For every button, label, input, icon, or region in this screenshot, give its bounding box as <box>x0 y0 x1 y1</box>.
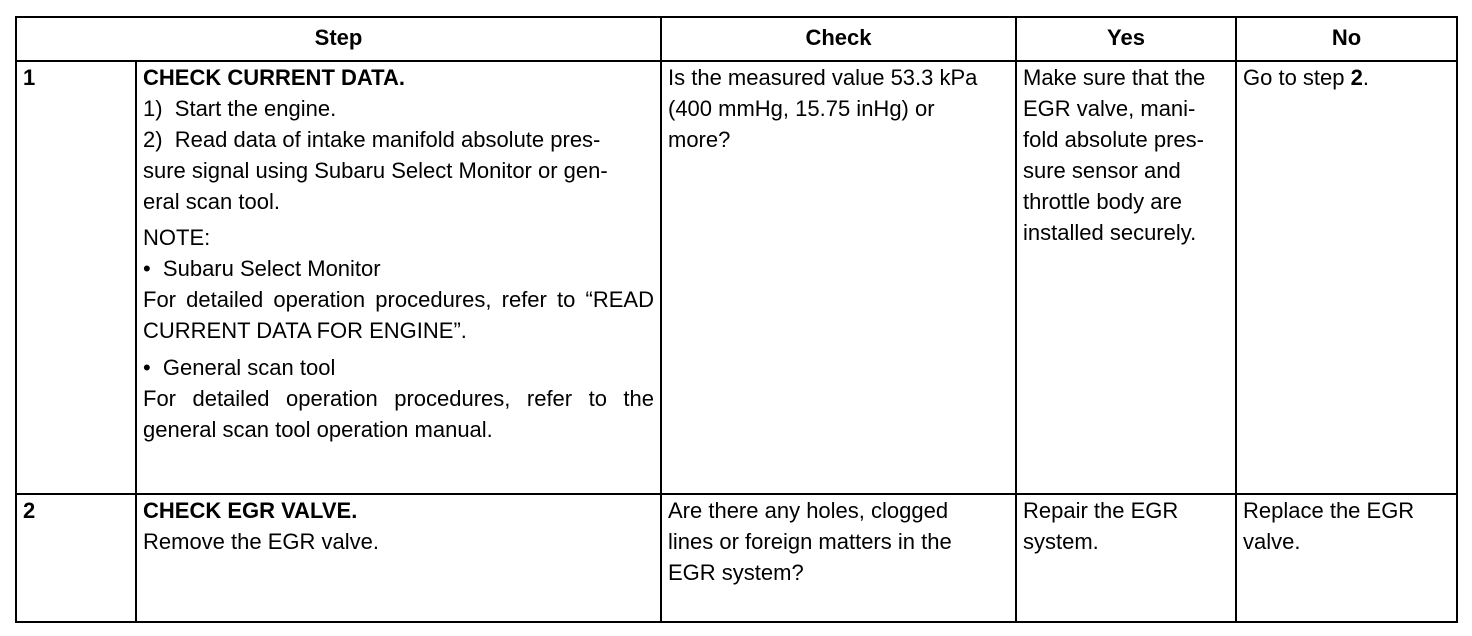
step-instruction: 1) Start the engine. <box>143 96 337 121</box>
check-cell: Is the measured value 53.3 kPa (400 mmHg, 15.75 inHg) or more? <box>661 61 1016 494</box>
table-row <box>16 61 1457 494</box>
no-text: Go to step <box>1243 65 1351 90</box>
yes-cell: Make sure that the EGR valve, mani- fold absolute pres- sure sensor and throttle body are installed securely. <box>1016 61 1236 494</box>
header-no: No <box>1236 17 1457 61</box>
step-description <box>136 494 661 622</box>
no-text-suffix: . <box>1362 65 1369 90</box>
header-check: Check <box>661 17 1016 61</box>
yes-cell: Repair the EGR system. <box>1016 494 1236 622</box>
table-row <box>16 494 1457 622</box>
step-instruction: Remove the EGR valve. <box>143 529 379 554</box>
diagnostic-table <box>15 16 1458 623</box>
note-text: For detailed operation procedures, refer to “READ CURRENT DATA FOR ENGINE”. <box>143 287 654 343</box>
note-bullet: • Subaru Select Monitor <box>143 256 381 281</box>
step-instruction: 2) Read data of intake manifold absolute pres- sure signal using Subaru Select Monitor or gen- eral scan tool. <box>143 127 608 214</box>
check-cell: Are there any holes, clogged lines or foreign matters in the EGR system? <box>661 494 1016 622</box>
no-cell <box>1236 61 1457 494</box>
step-number: 2 <box>16 494 136 622</box>
step-number: 1 <box>16 61 136 494</box>
no-cell: Replace the EGR valve. <box>1236 494 1457 622</box>
step-title: CHECK CURRENT DATA. <box>143 65 405 90</box>
note-bullet: • General scan tool <box>143 355 336 380</box>
step-description <box>136 61 661 494</box>
next-step-link: 2 <box>1350 65 1363 90</box>
header-row <box>16 17 1457 61</box>
note-label: NOTE: <box>143 225 211 250</box>
header-yes: Yes <box>1016 17 1236 61</box>
header-step: Step <box>16 17 661 61</box>
step-title: CHECK EGR VALVE. <box>143 498 358 523</box>
note-text: For detailed operation procedures, refer to the general scan tool operation manual. <box>143 386 654 442</box>
